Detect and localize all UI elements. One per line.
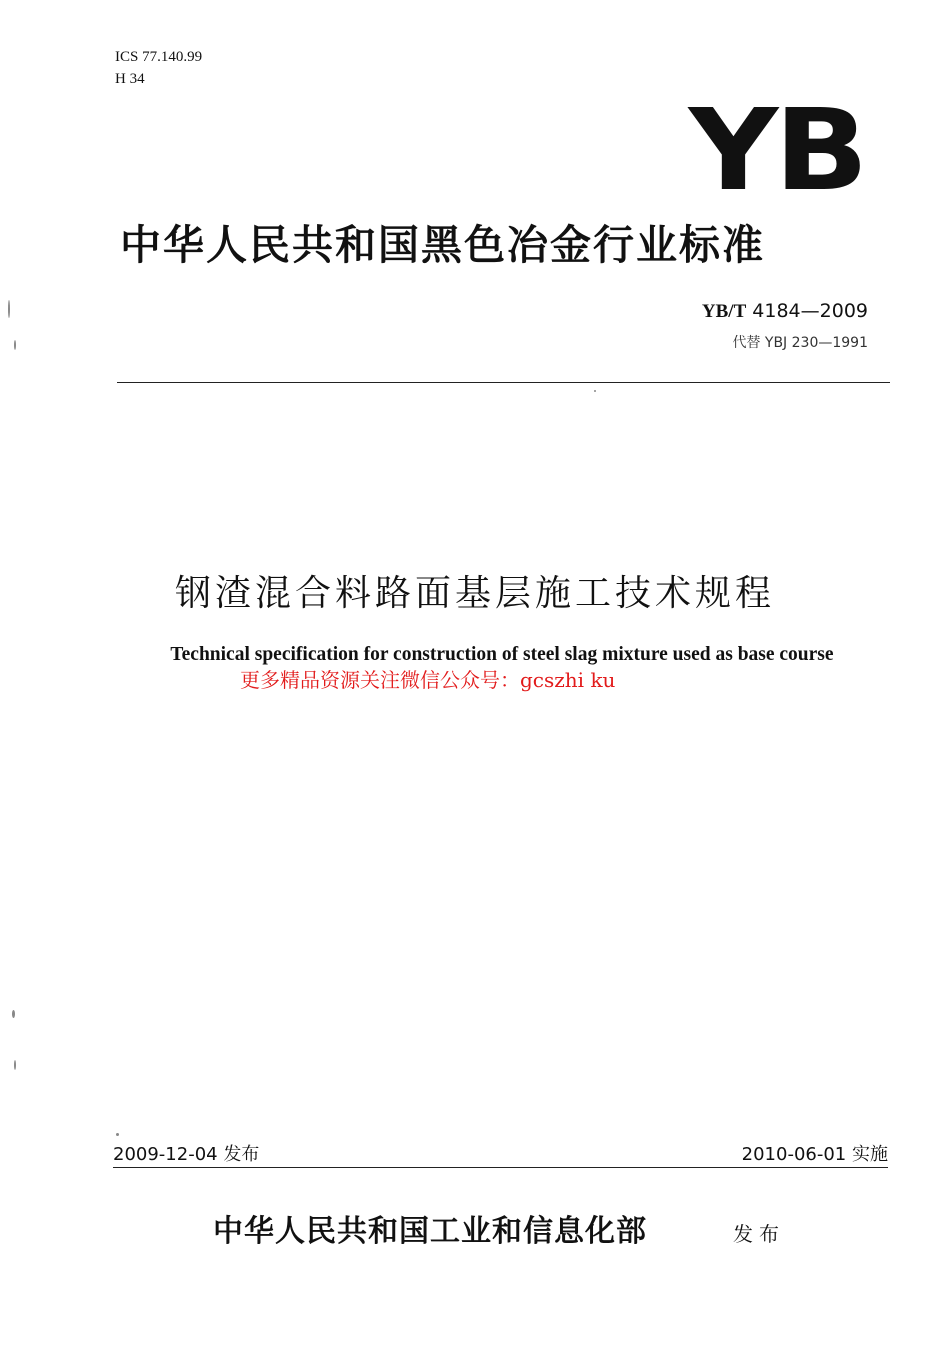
replaces-note: 代替 YBJ 230—1991 (732, 335, 868, 351)
standard-number-prefix: YB/T (701, 301, 747, 322)
standard-category-title: 中华人民共和国黑色冶金行业标准 (120, 221, 765, 269)
publisher-name: 中华人民共和国工业和信息化部 (213, 1214, 647, 1249)
standard-number (702, 300, 868, 323)
document-title-english: Technical specification for construction of steel slag mixture used as base course (170, 644, 834, 665)
document-title-chinese: 钢渣混合料路面基层施工技术规程 (174, 573, 775, 614)
watermark-text: 更多精品资源关注微信公众号：gcszhi ku (240, 668, 616, 692)
scan-speck (594, 390, 596, 392)
ccs-code: H 34 (115, 71, 145, 87)
scan-speck (116, 1133, 119, 1136)
top-divider (117, 382, 890, 383)
publish-label: 发布 (733, 1222, 785, 1246)
issue-date: 2009-12-04 发布 (113, 1144, 260, 1165)
bottom-divider (113, 1167, 888, 1168)
standard-number-value: 4184—2009 (746, 300, 868, 322)
ics-code: ICS 77.140.99 (115, 49, 203, 65)
scan-speck (8, 300, 10, 318)
effective-date: 2010-06-01 实施 (741, 1144, 888, 1165)
scan-speck (14, 340, 16, 350)
scan-speck (12, 1010, 15, 1018)
yb-logo: YB (688, 84, 864, 216)
scan-speck (14, 1060, 16, 1070)
classification-codes (115, 46, 202, 90)
